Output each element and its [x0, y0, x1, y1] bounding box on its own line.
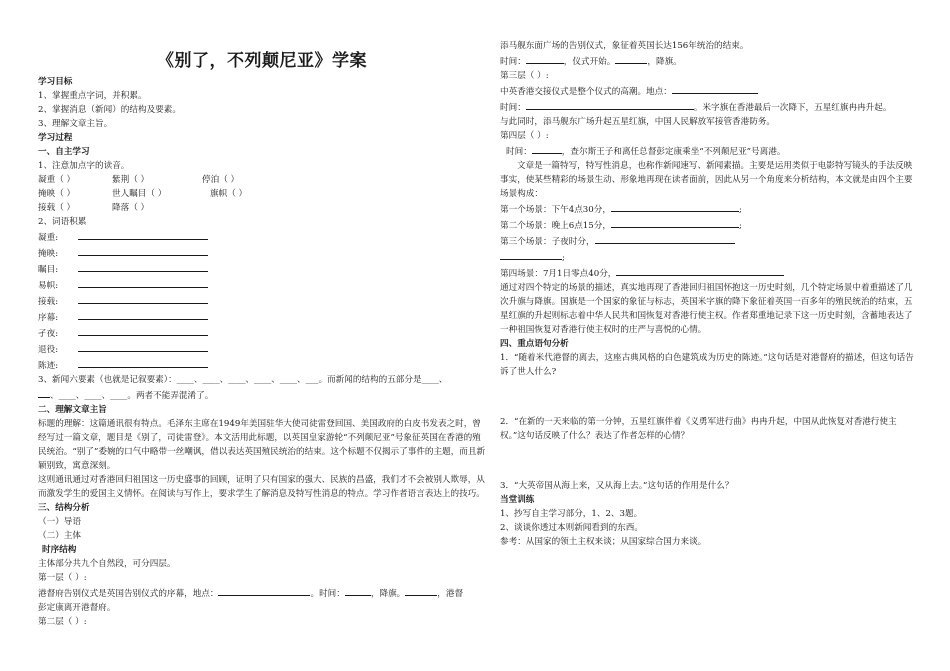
vocab-term: 陈迹: — [38, 361, 59, 371]
time-blank[interactable] — [345, 585, 371, 596]
six-elements-line — [38, 387, 486, 403]
layer-1-text-end: 彭定康离开港督府。 — [38, 603, 116, 613]
layer-1-lead: 港督府告别仪式是英国告别仪式的序幕，地点： — [38, 589, 219, 599]
pinyin-row — [38, 201, 486, 215]
scene-blank[interactable] — [611, 217, 739, 228]
section-4-heading: 四、重点语句分析 — [500, 339, 569, 349]
ceremony-start: ，仪式开始。 — [563, 57, 616, 67]
vocab-blank[interactable] — [78, 357, 208, 368]
structure-item: （二）主体 — [38, 531, 81, 541]
vocab-blank[interactable] — [78, 293, 208, 304]
vocab-term: 孑夜: — [38, 329, 59, 339]
layer-1-time: 。时间： — [310, 589, 345, 599]
scene-blank[interactable] — [595, 233, 735, 244]
time-blank[interactable] — [526, 53, 564, 64]
vocab-term: 掩映: — [38, 249, 59, 259]
scene-label: 第一个场景：下午4点30分， — [500, 205, 611, 215]
vocab-blank[interactable] — [78, 229, 208, 240]
vocab-row — [38, 277, 486, 293]
flag-lowered: ，降旗。 — [647, 57, 682, 67]
pinyin-cell: 降落（ ） — [112, 203, 150, 213]
scene-blank[interactable] — [616, 265, 784, 276]
layer-3-label: 第三层（ ）: — [500, 71, 549, 81]
vocab-row — [38, 293, 486, 309]
vocab-blank[interactable] — [78, 341, 208, 352]
pinyin-row — [38, 173, 486, 187]
question-3: 3．“大英帝国从海上来，又从海上去。”这句话的作用是什么？ — [500, 481, 734, 491]
layer-1-flag: ，降旗。 — [370, 589, 406, 599]
scene-label: 第三个场景：子夜时分， — [500, 237, 595, 247]
vocab-blank[interactable] — [78, 325, 208, 336]
structure-item: （一）导语 — [38, 517, 81, 527]
time-blank[interactable] — [532, 143, 562, 154]
time-label: 时间： — [500, 103, 526, 113]
scene-continuation: ; — [500, 249, 918, 265]
six-elements-line: 3、新闻六要素（也就是记叙要素）：____、____、____、____、____、___。而新闻的结构的五部分是____、 — [38, 375, 448, 385]
departure-text: ，查尔斯王子和离任总督彭定康乘坐“不列颠尼亚”号离港。 — [561, 147, 786, 157]
vocab-intro: 2、词语积累 — [38, 217, 87, 227]
right-column — [500, 39, 918, 549]
vocab-term: 退役: — [38, 345, 59, 355]
vocab-term: 序幕: — [38, 313, 59, 323]
answer-blank[interactable] — [38, 387, 50, 398]
vocab-blank[interactable] — [78, 261, 208, 272]
pinyin-cell: 紫荆（ ） — [112, 175, 150, 185]
section-2-heading: 二、理解文章主旨 — [38, 405, 107, 415]
vocab-row — [38, 229, 486, 245]
pinyin-row — [38, 187, 486, 201]
left-column — [38, 0, 486, 629]
scene-label: 第四场景：7月1日零点40分， — [500, 269, 617, 279]
time-label: 时间： — [506, 147, 532, 157]
goals-heading: 学习目标 — [38, 77, 73, 87]
scene-row — [500, 265, 918, 281]
title-explanation: 标题的理解：这篇通讯很有特点。毛泽东主席在1949年美国驻华大使司徒雷登回国、美国政府的白皮书发表之时，曾经写过一篇文章，题目是《别了，司徒雷登》。本文活用此标题，以英国皇家游轮“不列颠尼亚”号象征英国在香港的殖民统治。“别了”委婉的口气中略带一丝嘲讽，借以表达英国殖民统治的结束。这个标题不仅揭示了事件的主题，而且新颖别致，寓意深刻。 — [38, 419, 486, 471]
vocab-row — [38, 261, 486, 277]
practice-item: 1、抄写自主学习部分，1、2、3题。 — [500, 509, 643, 519]
pinyin-cell: 旗帜（ ） — [210, 189, 248, 199]
class-practice-heading: 当堂训练 — [500, 495, 535, 505]
vocab-term: 接载: — [38, 297, 59, 307]
layer-4-label: 第四层（ ）: — [500, 131, 549, 141]
pinyin-cell: 停泊（ ） — [202, 175, 240, 185]
vocab-row — [38, 309, 486, 325]
practice-item: 2、谈谈你透过本则新闻看到的东西。 — [500, 523, 643, 533]
time-blank[interactable] — [615, 53, 647, 64]
handover-text: 中英香港交接仪式是整个仪式的高潮。地点： — [500, 87, 672, 97]
layer-1-text — [38, 585, 486, 601]
answer-space[interactable] — [500, 379, 918, 415]
layer-1-governor: ，港督 — [437, 589, 464, 599]
section-1-heading: 一、自主学习 — [38, 147, 90, 157]
scene-label: 第二个场景：晚上6点15分， — [500, 221, 611, 231]
time-blank[interactable] — [526, 99, 694, 110]
scene-blank[interactable] — [611, 201, 739, 212]
time-line — [500, 53, 918, 69]
scene-blank[interactable] — [500, 249, 562, 260]
place-blank[interactable] — [218, 585, 310, 596]
goal-item: 2、掌握消息（新闻）的结构及要素。 — [38, 105, 181, 115]
practice-item: 参考：从国家的领土主权来谈；从国家综合国力来谈。 — [500, 537, 707, 547]
ceremony-line: 添马舰东面广场的告别仪式，象征着英国长达156年统治的结束。 — [500, 41, 749, 51]
handover-time-line — [500, 99, 918, 115]
goal-item: 3、理解文章主旨。 — [38, 119, 113, 129]
page-title: 《别了，不列颠尼亚》学案 — [157, 51, 367, 71]
vocab-blank[interactable] — [78, 245, 208, 256]
pinyin-intro: 1、注意加点字的读音。 — [38, 161, 130, 171]
departure-line — [500, 143, 918, 159]
six-elements-tail: 、____、____、____。两者不能弄混淆了。 — [50, 391, 214, 401]
vocab-blank[interactable] — [78, 309, 208, 320]
feature-paragraph: 文章是一篇特写，特写性消息，也称作新闻速写、新闻素描。主要是运用类似于电影特写镜头的手法反映事实，使某些精彩的场景生动、形象地再现在读者面前，因此从另一个角度来分析结构，本文就是由四个主要场景构成： — [500, 161, 913, 199]
time-label: 时间： — [500, 57, 526, 67]
layer-2-label: 第二层（ ）: — [38, 617, 87, 627]
vocab-term: 瞩目: — [38, 265, 59, 275]
pinyin-cell: 凝重（ ） — [38, 175, 76, 185]
vocab-term: 易帜: — [38, 281, 59, 291]
answer-blank[interactable] — [405, 585, 437, 596]
pinyin-cell: 接载（ ） — [38, 203, 76, 213]
theme-paragraph: 这则通讯通过对香港回归祖国这一历史盛事的回顾，证明了只有国家的强大、民族的昌盛，我们才不会被别人欺辱，从而激发学生的爱国主义情怀。在阅读与写作上，要求学生了解消息及特写性消息的特点。学习作者语言表达上的技巧。 — [38, 475, 485, 499]
scene-row: 第一个场景：下午4点30分， ; — [500, 201, 918, 217]
sequence-heading: 时序结构 — [42, 545, 77, 555]
answer-space[interactable] — [500, 443, 918, 479]
layer-1-label: 第一层（ ）: — [38, 573, 87, 583]
vocab-term: 凝重: — [38, 233, 59, 243]
vocab-row — [38, 341, 486, 357]
garrison-line: 与此同时，添马舰东广场升起五星红旗，中国人民解放军接管香港防务。 — [500, 117, 776, 127]
pinyin-cell: 掩映（ ） — [38, 189, 76, 199]
pinyin-cell: 世人瞩目（ ） — [112, 189, 167, 199]
flag-text: 。米字旗在香港最后一次降下，五星红旗冉冉升起。 — [693, 103, 892, 113]
vocab-row — [38, 325, 486, 341]
process-heading: 学习过程 — [38, 133, 73, 143]
place-blank[interactable] — [672, 83, 758, 94]
handover-line — [500, 83, 918, 99]
vocab-row — [38, 357, 486, 373]
vocab-row — [38, 245, 486, 261]
question-1: 1．“随着米代港督的离去，这座古典风格的白色建筑成为历史的陈迹。”这句话是对港督府的描述，但这句话告诉了世人什么? — [500, 353, 914, 377]
goal-item: 1、掌握重点字词，并积累。 — [38, 91, 147, 101]
sequence-intro: 主体部分共九个自然段，可分四层。 — [38, 559, 176, 569]
scene-row: 第二个场景：晚上6点15分， ; — [500, 217, 918, 233]
section-3-heading: 三、结构分析 — [38, 503, 90, 513]
scene-row — [500, 233, 918, 249]
question-2: 2．“在新的一天来临的第一分钟，五星红旗伴着《义勇军进行曲》冉冉升起，中国从此恢复对香港行使主权。”这句话反映了什么？表达了作者怎样的心情？ — [500, 417, 897, 441]
summary-paragraph: 通过对四个特定的场景的描述，真实地再现了香港回归祖国怀抱这一历史时刻，几个特定场景中着重描述了几次升旗与降旗。国旗是一个国家的象征与标志，英国米字旗的降下象征着英国一百多年的殖民统治的结束，五星红旗的升起则标志着中华人民共和国恢复对香港行使主权。作者郑重地记录下这一历史时刻，含蓄地表达了一种祖国恢复对香港行使主权时的庄严与喜悦的心情。 — [500, 283, 913, 335]
vocab-blank[interactable] — [78, 277, 208, 288]
